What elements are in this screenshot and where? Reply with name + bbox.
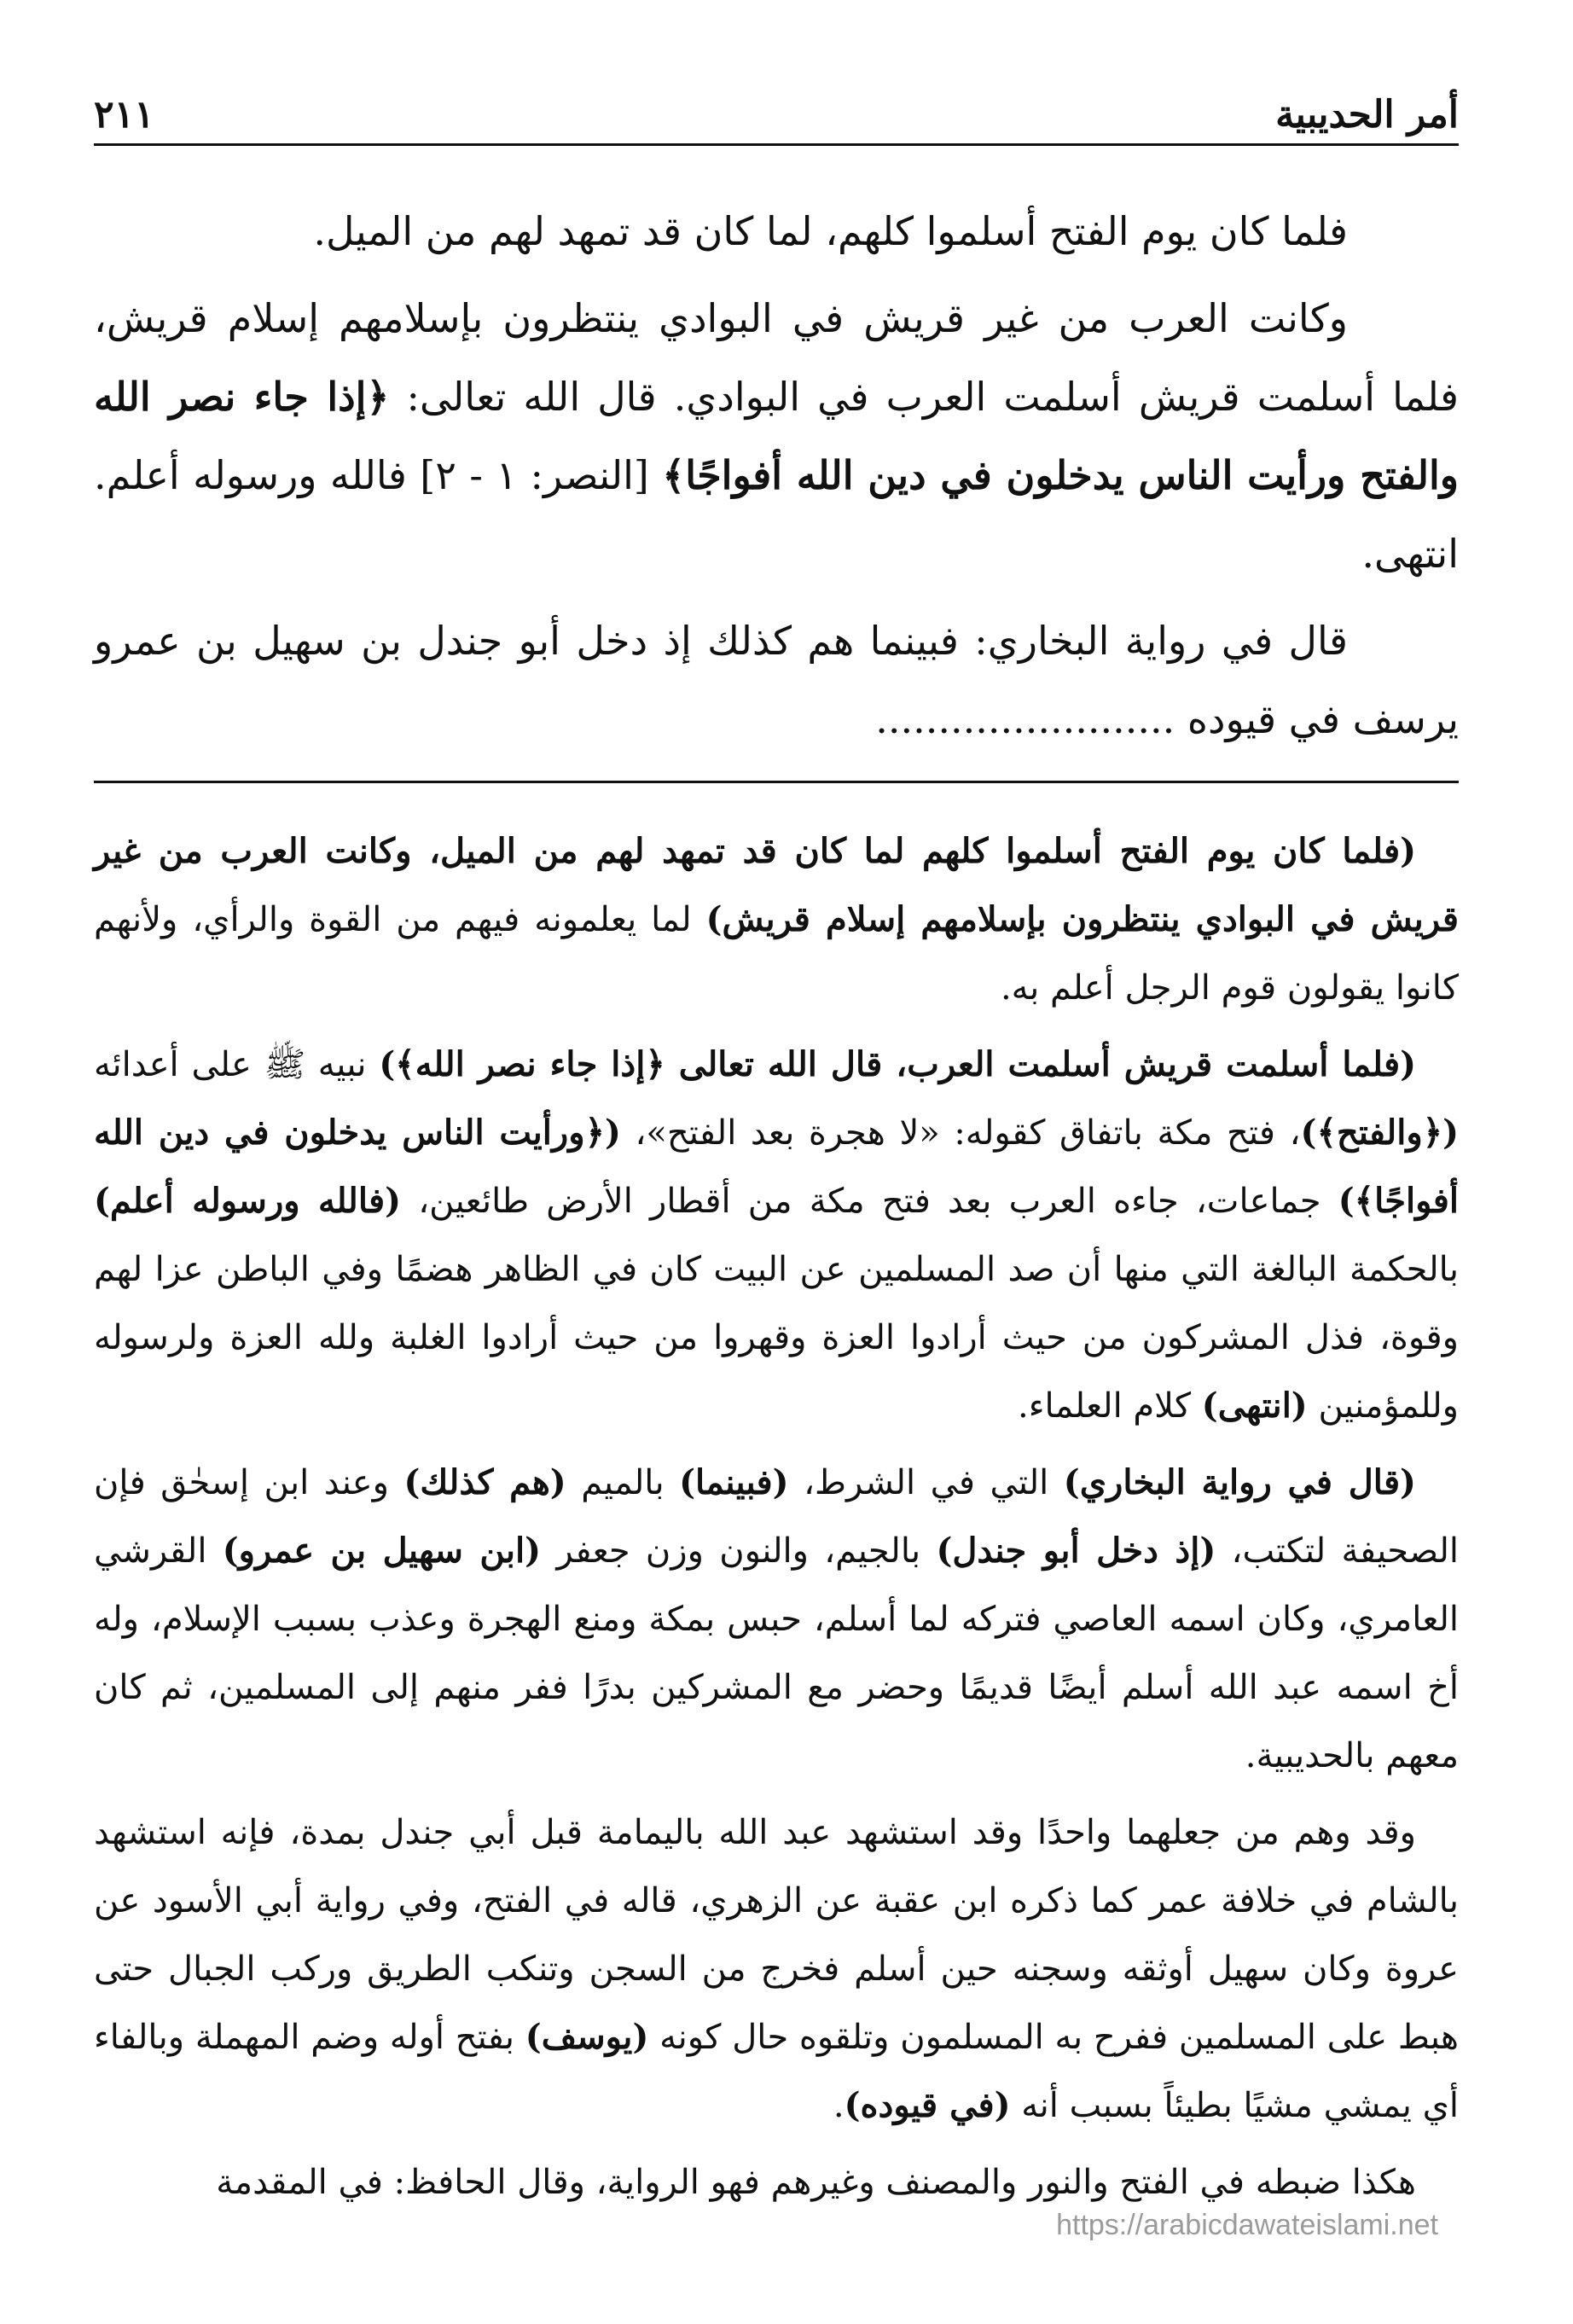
ellipsis-dots: ........................ — [875, 696, 1175, 742]
bold-matn-quote: (فلما كان يوم الفتح أسلموا كلهم لما كان قد تمهد لهم من الميل، وكانت العرب من غير قريش في البوادي ينتظرون بإسلامهم إسلام قريش) — [94, 831, 1459, 939]
bold-matn-quote: (فلما أسلمت قريش أسلمت العرب، قال الله تعالى ﴿إذا جاء نصر الله﴾) — [379, 1044, 1416, 1084]
bold-matn-quote: (يوسف) — [525, 2017, 649, 2057]
bold-matn-quote: (فبينما) — [679, 1462, 789, 1502]
bold-matn-quote: (انتهى) — [1201, 1386, 1308, 1426]
book-page — [94, 68, 1459, 2225]
quran-verse: ﴿إذا جاء نصر الله والفتح ورأيت الناس يدخلون في دين الله أفواجًا﴾ — [94, 374, 1459, 498]
bold-matn-quote: (﴿ورأيت الناس يدخلون في دين الله أفواجًا﴾) — [94, 1113, 1459, 1221]
commentary-text: بالميم — [566, 1463, 680, 1502]
bold-matn-quote: (إذ دخل أبو جندل) — [936, 1531, 1216, 1571]
bold-matn-quote: (﴿والفتح﴾) — [1300, 1113, 1459, 1153]
main-paragraph-1: فلما كان يوم الفتح أسلموا كلهم، لما كان قد تمهد لهم من الميل. — [313, 208, 1348, 254]
commentary-paragraph-5: هكذا ضبطه في الفتح والنور والمصنف وغيرهم فهو الرواية، وقال الحافظ: في المقدمة — [216, 2163, 1416, 2202]
commentary-separator — [94, 781, 1459, 783]
running-title: أمر الحديبية — [1275, 93, 1459, 137]
commentary-text: لما يعلمونه فيهم من القوة والرأي، ولأنهم كانوا يقولون قوم الرجل أعلم به. — [94, 900, 1459, 1008]
commentary-text: القرشي العامري، وكان اسمه العاصي فتركه لما أسلم، حبس بمكة ومنع الهجرة وعذب بسبب الإسلام، وله أخ اسمه عبد الله أسلم أيضًا قديمًا وحضر مع المشركين بدرًا ففر منهم إلى المسلمين، ثم كان معهم بالحديبية. — [94, 1531, 1459, 1775]
page-header — [94, 68, 1459, 137]
main-paragraph-2 — [94, 279, 1459, 593]
commentary-paragraph-4 — [94, 1798, 1459, 2140]
commentary-text: جماعات، جاءه العرب بعد فتح مكة من أقطار الأرض طائعين، — [401, 1182, 1338, 1221]
commentary-text: نبيه ﷺ على أعدائه — [94, 1045, 380, 1084]
commentary-text: . — [833, 2086, 845, 2125]
bold-matn-quote: (قال في رواية البخاري) — [1063, 1462, 1416, 1502]
commentary-paragraph-1 — [94, 817, 1459, 1022]
commentary-text: كلام العلماء. — [1018, 1386, 1202, 1426]
commentary-text: بفتح أوله وضم المهملة وبالفاء أي يمشي مشيًا بطيئاً بسبب أنه — [94, 2018, 1459, 2125]
commentary-text: بالجيم، والنون وزن جعفر — [541, 1531, 937, 1571]
bold-matn-quote: (ابن سهيل بن عمرو) — [222, 1531, 542, 1571]
page-number: ٢١١ — [94, 93, 154, 137]
bold-matn-quote: (هم كذلك) — [403, 1462, 566, 1502]
main-paragraph-2-text-b: [النصر: ١ - ٢] فالله ورسوله أعلم. انتهى. — [94, 452, 1459, 577]
main-paragraph-2-text-a: وكانت العرب من غير قريش في البوادي ينتظرون بإسلامهم إسلام قريش، فلما أسلمت قريش أسلمت العرب في البوادي. قال الله تعالى: — [94, 295, 1459, 420]
commentary-text: التي في الشرط، — [788, 1463, 1064, 1502]
commentary-text: وقد وهم من جعلهما واحدًا وقد استشهد عبد الله باليمامة قبل أبي جندل بمدة، فإنه استشهد بالشام في خلافة عمر كما ذكره ابن عقبة عن الزهري، قاله في الفتح، وفي رواية أبي الأسود عن عروة وكان سهيل أوثقه وسجنه حين أسلم فخرج من السجن وتنكب الطريق وركب الجبال حتى هبط على المسلمين ففرح به المسلمون وتلقوه حال كونه — [94, 1813, 1459, 2057]
commentary-paragraph-3 — [94, 1449, 1459, 1790]
commentary-text: وعند ابن إسحٰق فإن الصحيفة لتكتب، — [94, 1463, 1459, 1571]
watermark-url: https://arabicdawateislami.net — [1056, 2209, 1438, 2241]
bold-matn-quote: (في قيوده) — [844, 2085, 1011, 2125]
commentary-paragraph-2 — [94, 1031, 1459, 1440]
main-text — [94, 192, 1459, 758]
main-paragraph-3-text: قال في رواية البخاري: فبينما هم كذلك إذ دخل أبو جندل بن سهيل بن عمرو يرسف في قيوده — [94, 618, 1459, 742]
commentary-text: بالحكمة البالغة التي منها أن صد المسلمين عن البيت كان في الظاهر هضمًا وفي الباطن عزا لهم وقوة، فذل المشركون من حيث أرادوا العزة وقهروا من حيث أرادوا الغلبة ولله العزة ولرسوله وللمؤمنين — [94, 1250, 1459, 1426]
header-rule — [94, 143, 1459, 146]
commentary — [94, 817, 1459, 2217]
bold-matn-quote: (فالله ورسوله أعلم) — [94, 1181, 402, 1221]
commentary-text: ، فتح مكة باتفاق كقوله: «لا هجرة بعد الفتح»، — [620, 1113, 1301, 1153]
main-paragraph-3 — [94, 601, 1459, 758]
